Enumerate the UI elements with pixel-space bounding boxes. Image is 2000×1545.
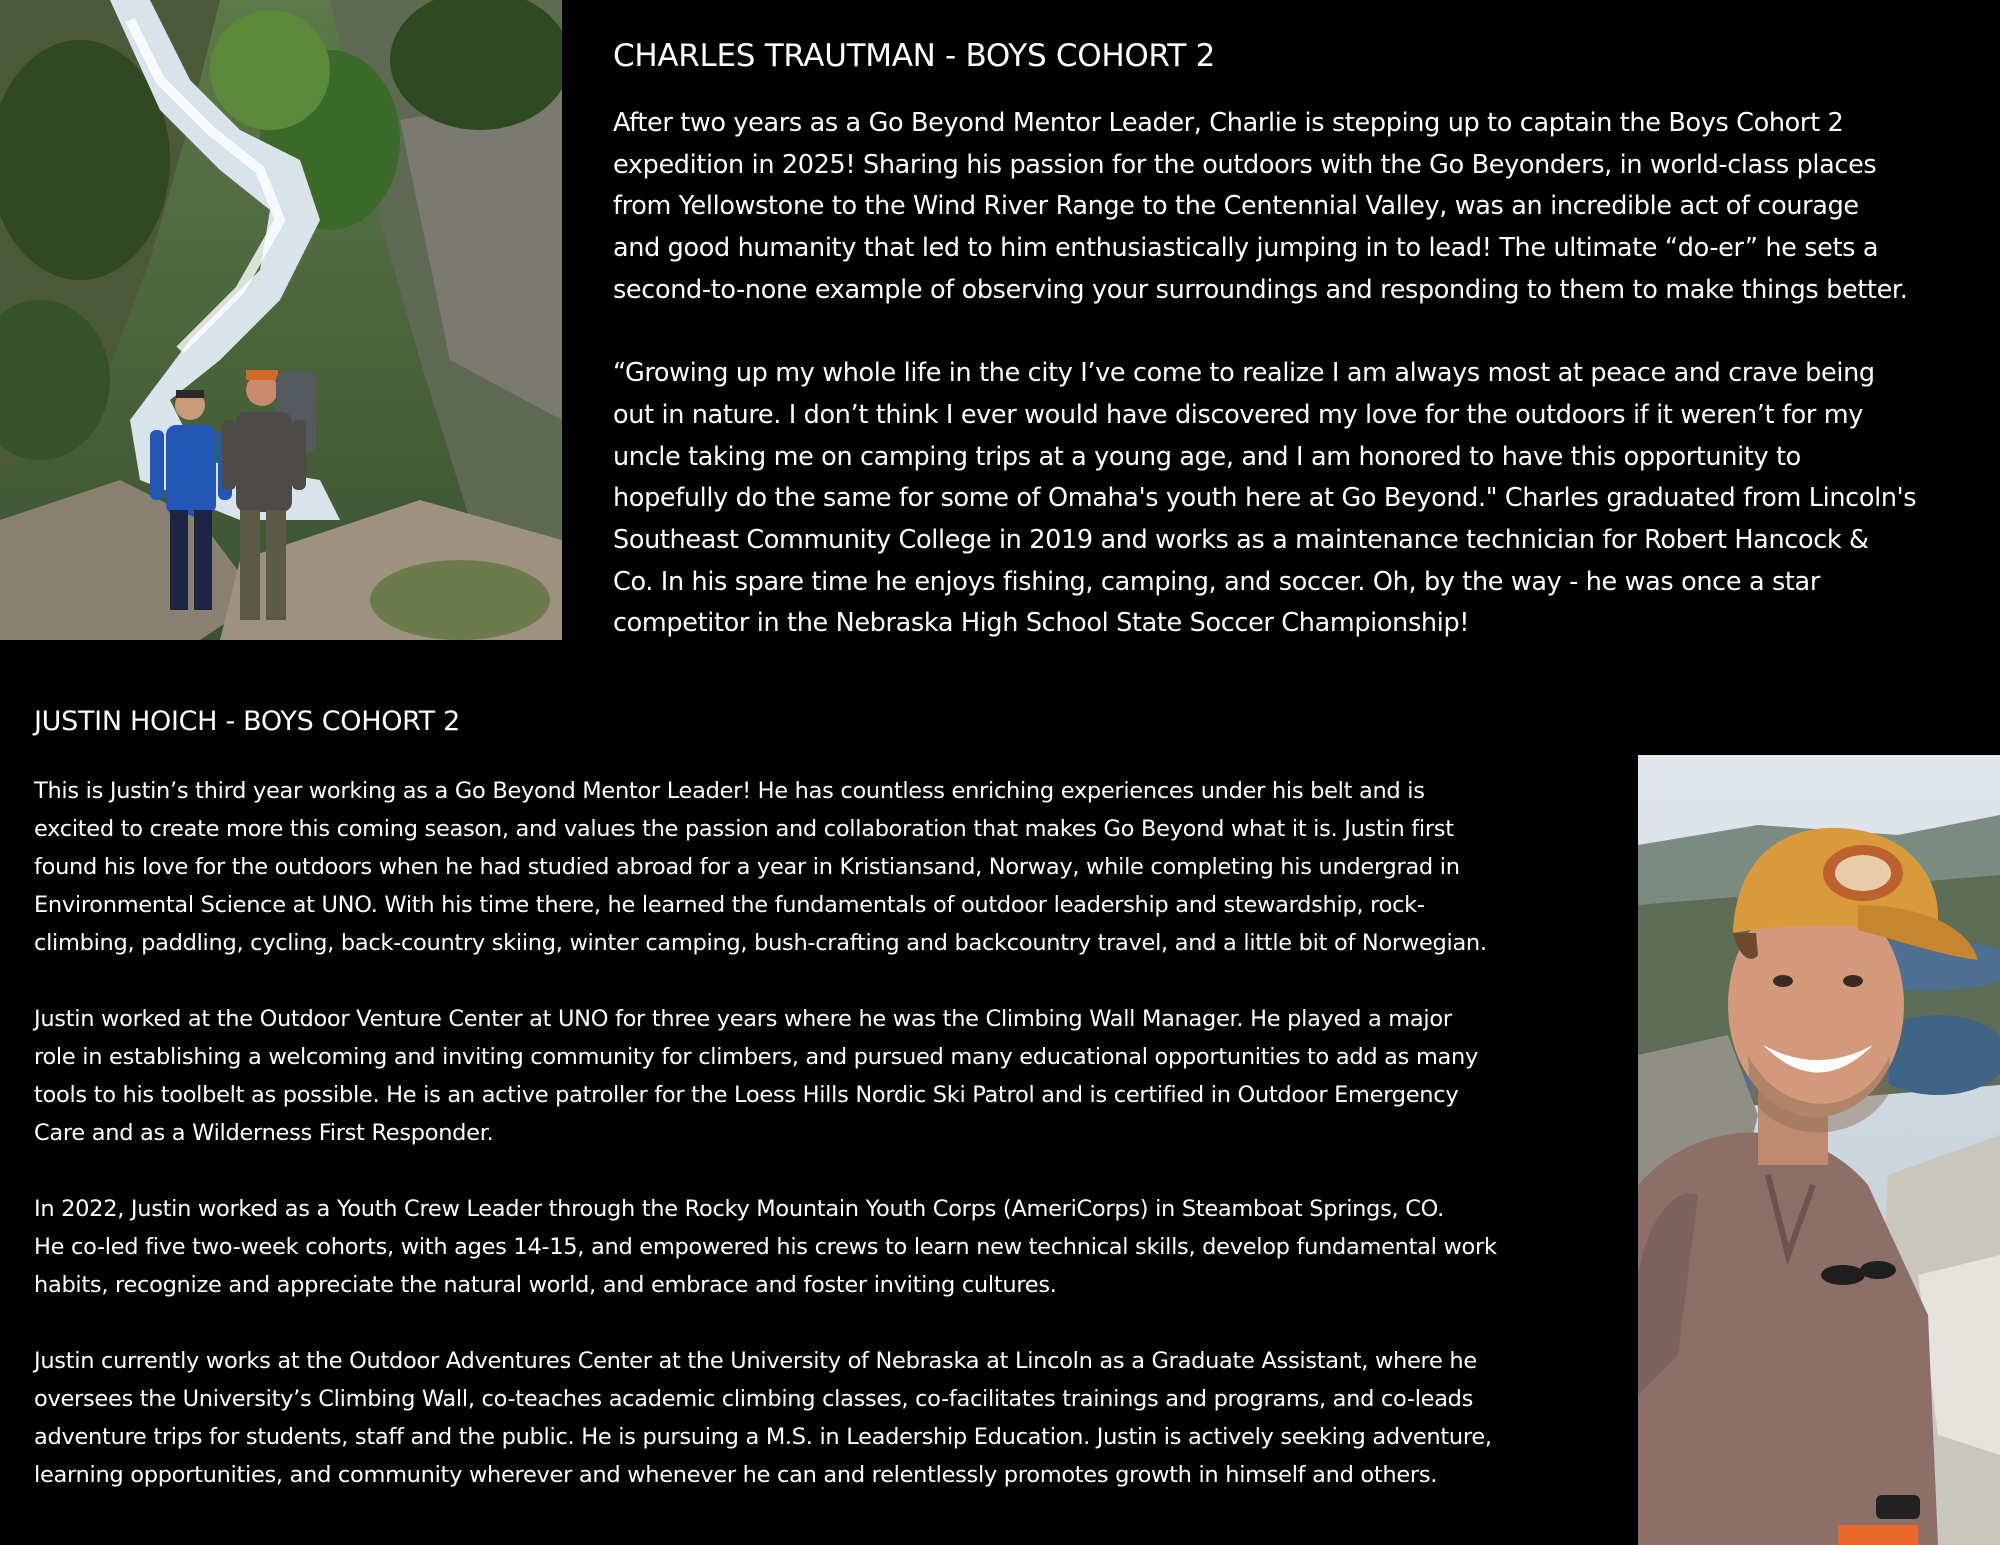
bio-line: Care and as a Wilderness First Responder. [34, 1120, 494, 1146]
bio-line: learning opportunities, and community wherever and whenever he can and relentlessly promotes growth in himself and others. [34, 1462, 1438, 1488]
bio-line: adventure trips for students, staff and the public. He is pursuing a M.S. in Leadership Education. Justin is actively seeking adventure, [34, 1424, 1492, 1450]
bio-line: After two years as a Go Beyond Mentor Leader, Charlie is stepping up to captain the Boys Cohort 2 [613, 108, 1844, 138]
bio-line: expedition in 2025! Sharing his passion for the outdoors with the Go Beyonders, in world-class places [613, 149, 1877, 180]
bio-line: tools to his toolbelt as possible. He is an active patroller for the Loess Hills Nordic Ski Patrol and is certified in Outdoor Emergency [34, 1082, 1459, 1108]
bio-line: Environmental Science at UNO. With his time there, he learned the fundamentals of outdoor leadership and stewardship, rock- [34, 892, 1425, 918]
bio-line: second-to-none example of observing your surroundings and responding to them to make things better. [613, 274, 1908, 305]
charles-hiking-photo [0, 0, 562, 640]
bio-line: excited to create more this coming season, and values the passion and collaboration that makes Go Beyond what it is. Justin first [34, 816, 1454, 842]
bio-line: from Yellowstone to the Wind River Range to the Centennial Valley, was an incredible act of courage [613, 191, 1859, 222]
justin-name-heading: JUSTIN HOICH - BOYS COHORT 2 [34, 706, 461, 737]
justin-bio-paragraph-3 [34, 1190, 1497, 1304]
bio-line: “Growing up my whole life in the city I’ve come to realize I am always most at peace and crave being [613, 358, 1875, 389]
paragraph-spacer [34, 1304, 1497, 1342]
bio-line: hopefully do the same for some of Omaha's youth here at Go Beyond." Charles graduated from Lincoln's [613, 483, 1917, 514]
bio-line: uncle taking me on camping trips at a young age, and I am honored to have this opportunity to [613, 441, 1801, 472]
paragraph-spacer [613, 312, 1916, 354]
bio-line: role in establishing a welcoming and inviting community for climbers, and pursued many educational opportunities to add as many [34, 1044, 1479, 1070]
bio-line: Justin worked at the Outdoor Venture Center at UNO for three years where he was the Climbing Wall Manager. He played a major [34, 1006, 1452, 1032]
justin-bio-paragraph-2 [34, 1000, 1497, 1152]
bio-line: In 2022, Justin worked as a Youth Crew Leader through the Rocky Mountain Youth Corps (AmeriCorps) in Steamboat Springs, CO. [34, 1196, 1445, 1222]
paragraph-spacer [34, 1152, 1497, 1190]
charles-bio-paragraph-1 [613, 103, 1916, 312]
justin-bio-paragraph-1 [34, 772, 1497, 962]
charles-name-heading: CHARLES TRAUTMAN - BOYS COHORT 2 [613, 38, 1216, 74]
bio-line: oversees the University’s Climbing Wall, co-teaches academic climbing classes, co-facilitates trainings and programs, and co-leads [34, 1386, 1474, 1412]
bio-line: He co-led five two-week cohorts, with ages 14-15, and empowered his crews to learn new technical skills, develop fundamental work [34, 1234, 1497, 1260]
justin-bio [34, 772, 1497, 1494]
bio-line: out in nature. I don’t think I ever would have discovered my love for the outdoors if it weren’t for my [613, 399, 1863, 430]
bio-line: Justin currently works at the Outdoor Adventures Center at the University of Nebraska at Lincoln as a Graduate Assistant, where he [34, 1348, 1477, 1374]
bio-line: habits, recognize and appreciate the natural world, and embrace and foster inviting cultures. [34, 1272, 1057, 1298]
justin-bio-paragraph-4 [34, 1342, 1497, 1494]
charles-bio [613, 103, 1916, 645]
bio-line: This is Justin’s third year working as a Go Beyond Mentor Leader! He has countless enriching experiences under his belt and is [34, 778, 1425, 804]
charles-bio-paragraph-2 [613, 353, 1916, 645]
bio-line: Co. In his spare time he enjoys fishing, camping, and soccer. Oh, by the way - he was once a star [613, 566, 1820, 597]
bio-line: found his love for the outdoors when he had studied abroad for a year in Kristiansand, Norway, while completing his undergrad in [34, 854, 1460, 880]
bio-line: competitor in the Nebraska High School State Soccer Championship! [613, 608, 1470, 639]
paragraph-spacer [34, 962, 1497, 1000]
justin-portrait-photo [1638, 755, 2000, 1545]
bio-line: Southeast Community College in 2019 and works as a maintenance technician for Robert Hancock & [613, 525, 1869, 556]
bio-line: climbing, paddling, cycling, back-country skiing, winter camping, bush-crafting and backcountry travel, and a little bit of Norwegian. [34, 930, 1487, 956]
bio-line: and good humanity that led to him enthusiastically jumping in to lead! The ultimate “do-er” he sets a [613, 233, 1879, 264]
